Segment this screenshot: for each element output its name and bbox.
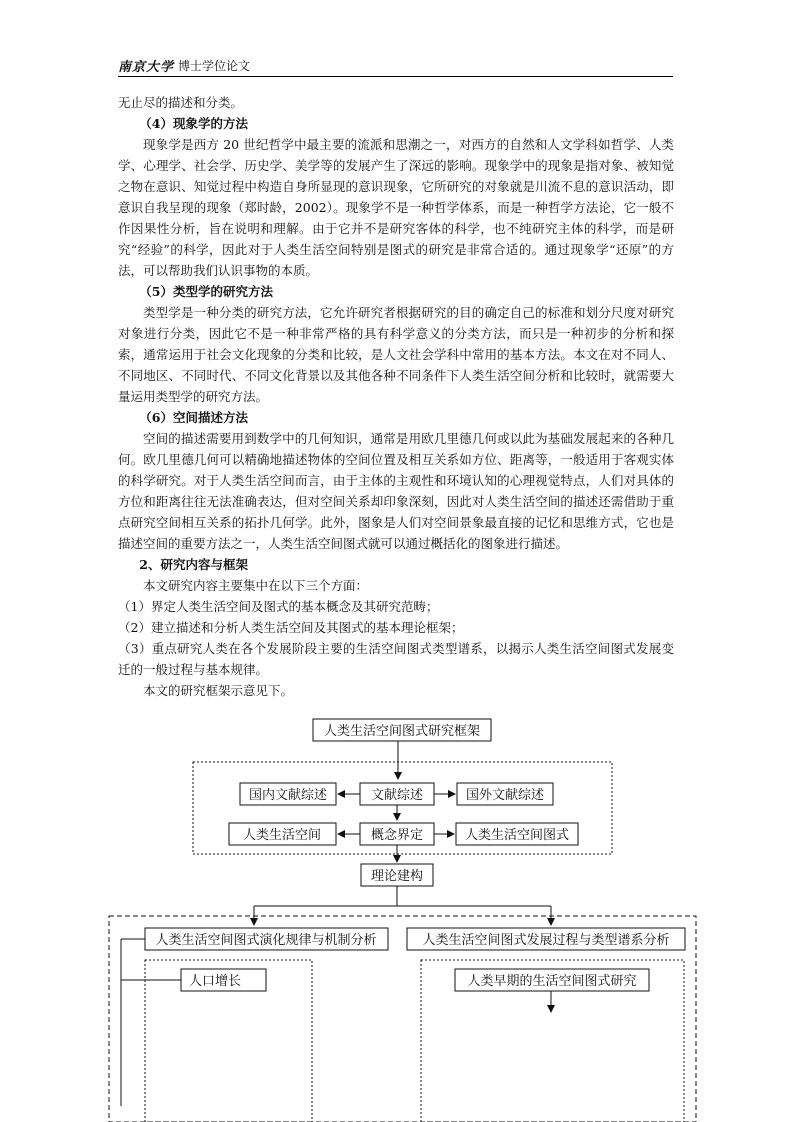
list-item-2: （2）建立描述和分析人类生活空间及其图式的基本理论框架； (118, 620, 464, 635)
development-analysis-label: 人类生活空间图式发展过程与类型谱系分析 (422, 933, 670, 948)
section-heading-phenomenology: （4）现象学的方法 (139, 116, 248, 131)
early-schema-label: 人类早期的生活空间图式研究 (467, 974, 637, 989)
university-logo: 南京大学 (118, 60, 175, 75)
section-heading-spatial: （6）空间描述方法 (139, 410, 248, 425)
paragraph-research-content: 本文研究内容主要集中在以下三个方面： (143, 578, 369, 593)
theory-construction-label: 理论建构 (370, 869, 424, 884)
population-growth-label: 人口增长 (188, 974, 242, 989)
paragraph-framework-intro: 本文的研究框架示意见下。 (143, 683, 294, 698)
life-space-schema-label: 人类生活空间图式 (464, 828, 570, 843)
list-item-1: （1）界定人类生活空间及图式的基本概念及其研究范畴； (118, 599, 439, 614)
evolution-analysis-label: 人类生活空间图式演化规律与机制分析 (155, 933, 377, 948)
header-title: 博士学位论文 (178, 59, 251, 73)
foreign-review-label: 国外文献综述 (465, 788, 545, 803)
paragraph-continued: 无止尽的描述和分类。 (118, 95, 244, 110)
section-heading-typology: （5）类型学的研究方法 (139, 284, 273, 299)
framework-title-label: 人类生活空间图式研究框架 (323, 724, 481, 739)
literature-review-label: 文献综述 (370, 788, 424, 803)
domestic-review-label: 国内文献综述 (248, 788, 328, 803)
concept-definition-label: 概念界定 (370, 828, 424, 843)
life-space-label: 人类生活空间 (242, 828, 322, 843)
paragraph-phenomenology: 现象学是西方 20 世纪哲学中最主要的流派和思潮之一，对西方的自然和人文学科如哲学、人类学、心理学、社会学、历史学、美学等的发展产生了深远的影响。现象学中的现象是指对象、被知觉之物在意识、知觉过程中构造自身所显现的意识现象，它所研究的对象就是川流不息的意识活动，即意识自我呈现的现象（郑时龄，2002）。现象学不是一种哲学体系，而是一种哲学方法论，它一般不作因果性分析，旨在说明和理解。由于它并不是研究客体的科学，也不纯研究主体的科学，而是研究“经验”的科学，因此对于人类生活空间特别是图式的研究是非常合适的。通过现象学“还原”的方法，可以帮助我们认识事物的本质。 (118, 137, 674, 278)
paragraph-spatial: 空间的描述需要用到数学中的几何知识，通常是用欧几里德几何或以此为基础发展起来的各种几何。欧几里德几何可以精确地描述物体的空间位置及相互关系如方位、距离等，一般适用于客观实体的科学研究。对于人类生活空间而言，由于主体的主观性和环境认知的心理视觉特点，人们对具体的方位和距离往往无法准确表达，但对空间关系却印象深刻，因此对人类生活空间的描述还需借助于重点研究空间相互关系的拓扑几何学。此外，图象是人们对空间景象最直接的记忆和思维方式，它也是描述空间的重要方法之一，人类生活空间图式就可以通过概括化的图象进行描述。 (118, 431, 674, 551)
list-item-3: （3）重点研究人类在各个发展阶段主要的生活空间图式类型谱系，以揭示人类生活空间图式发展变迁的一般过程与基本规律。 (118, 641, 674, 677)
paragraph-typology: 类型学是一种分类的研究方法，它允许研究者根据研究的目的确定自己的标准和划分尺度对研究对象进行分类，因此它不是一种非常严格的具有科学意义的分类方法，而只是一种初步的分析和探索，通常运用于社会文化现象的分类和比较，是人文社会学科中常用的基本方法。本文在对不同人、不同地区、不同时代、不同文化背景以及其他各种不同条件下人类生活空间分析和比较时，就需要大量运用类型学的研究方法。 (118, 305, 674, 404)
section-heading-framework: 2、研究内容与框架 (139, 557, 248, 572)
